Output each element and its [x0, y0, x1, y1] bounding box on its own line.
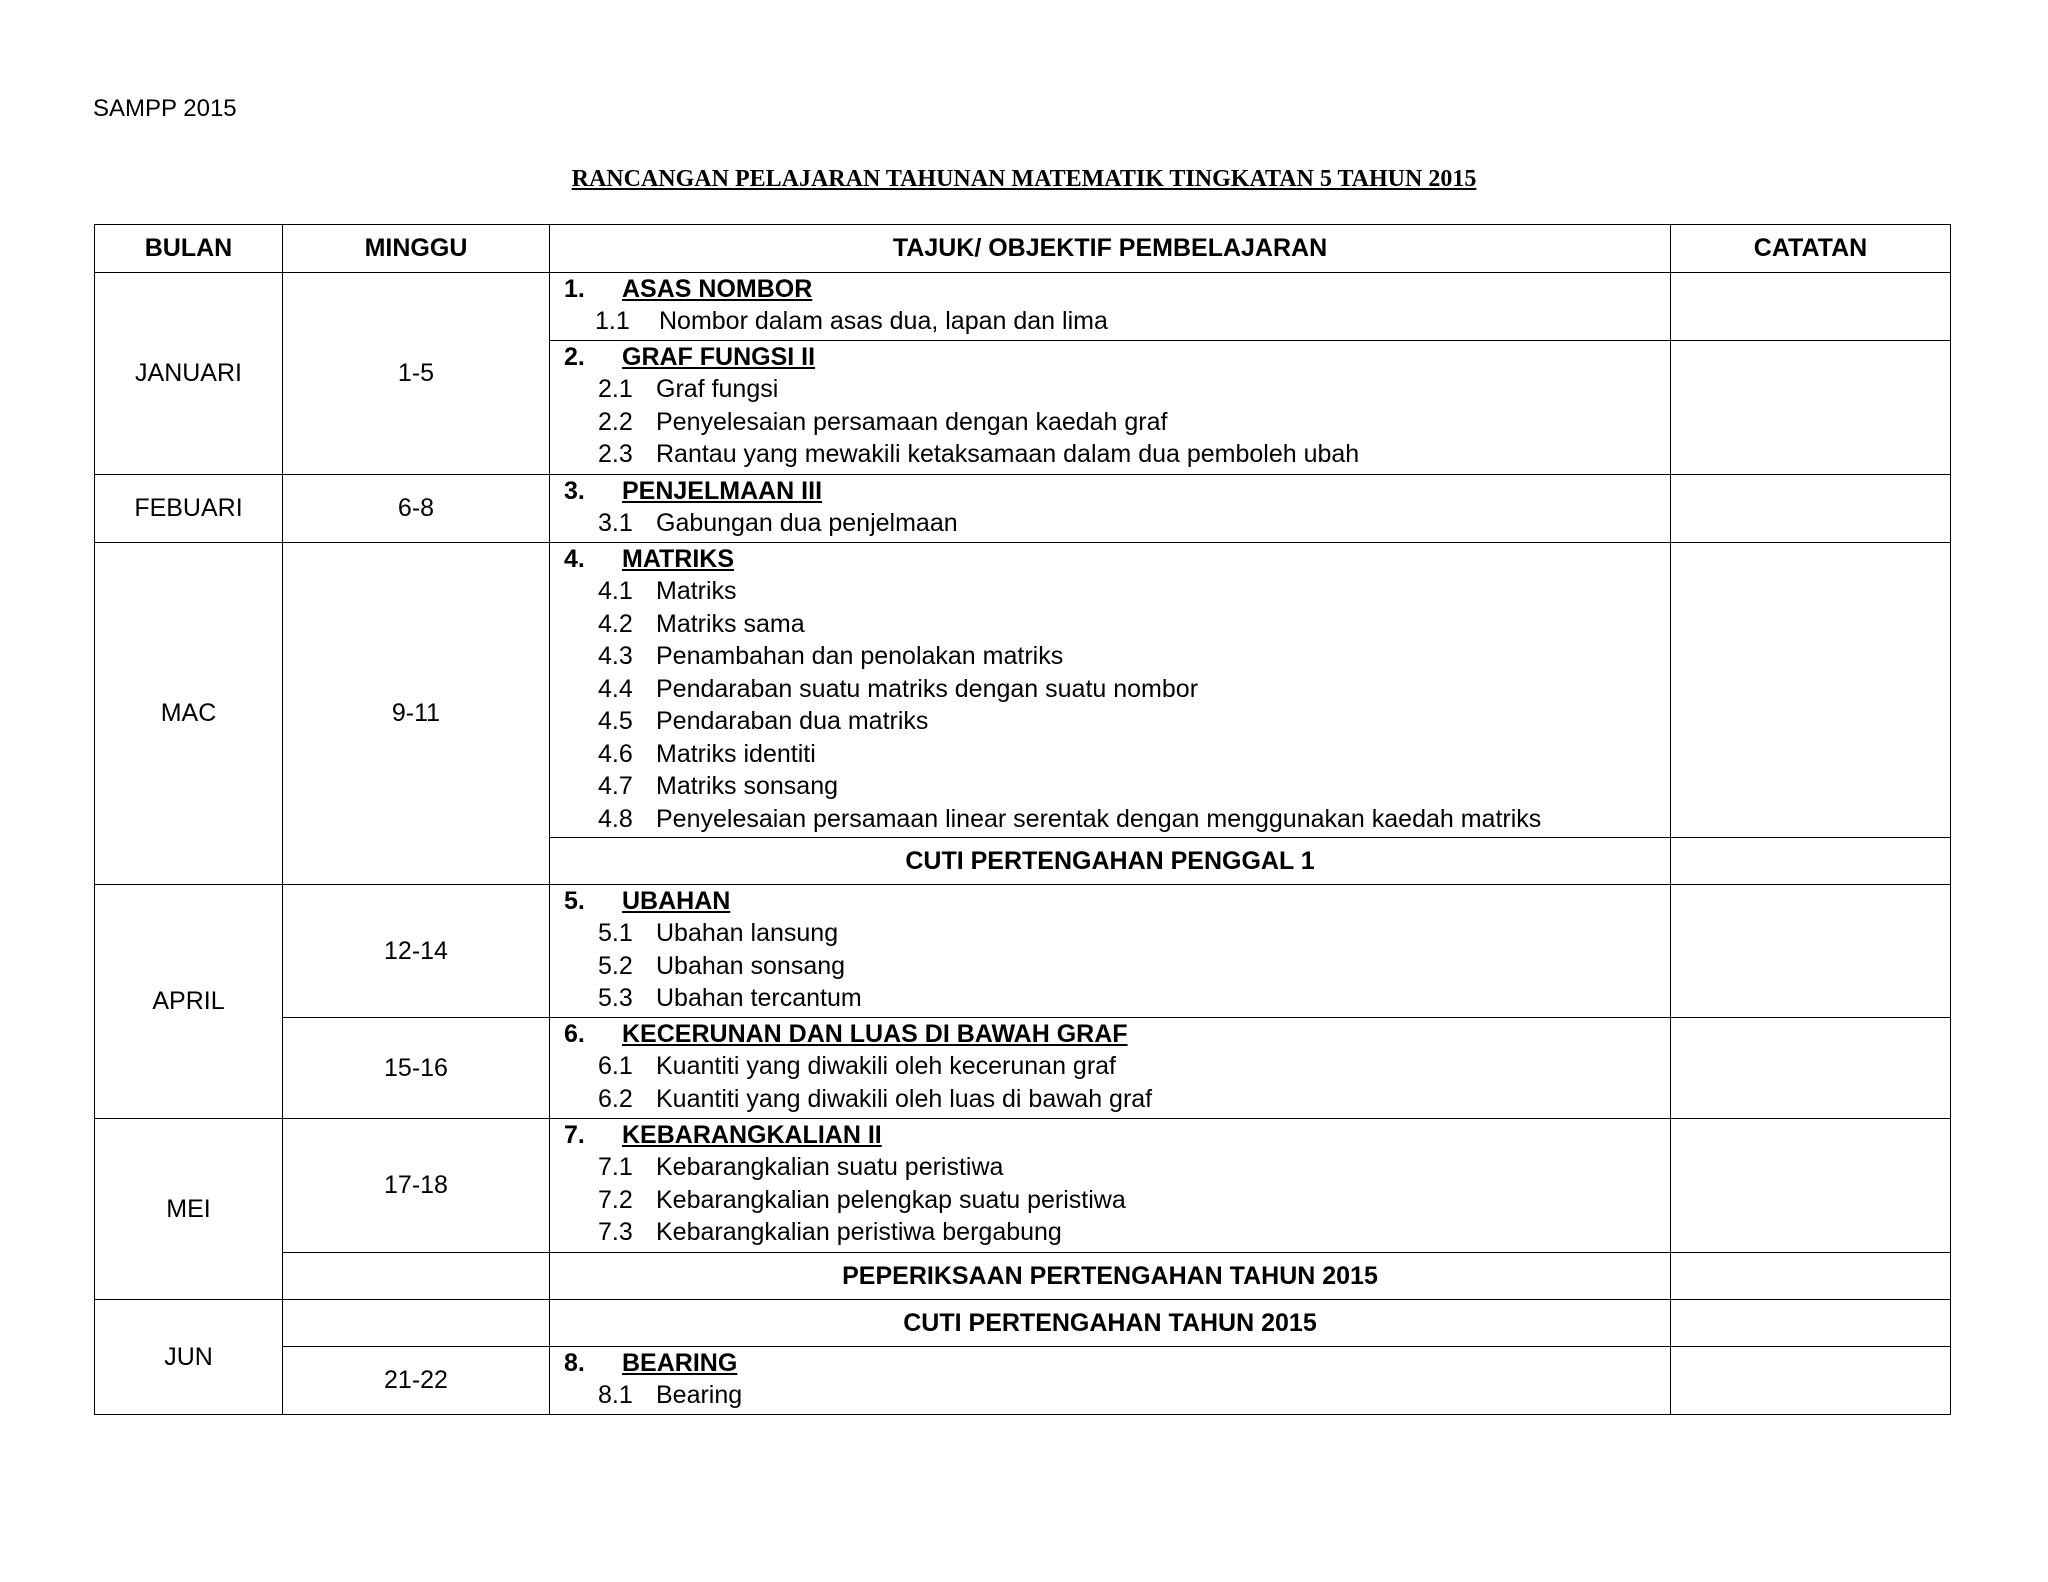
column-header-tajuk: TAJUK/ OBJEKTIF PEMBELAJARAN — [550, 225, 1671, 273]
table-row — [95, 1018, 1951, 1119]
objective-number: 4.4 — [598, 674, 633, 703]
objective-number: 7.2 — [598, 1185, 633, 1214]
notes-cell — [1671, 341, 1951, 475]
column-header-catatan: CATATAN — [1671, 225, 1951, 273]
topic-name: ASAS NOMBOR — [622, 275, 813, 303]
objective-text: Kuantiti yang diwakili oleh kecerunan graf — [656, 1052, 1116, 1080]
objective-item — [598, 738, 1670, 771]
topic-number: 4. — [564, 545, 585, 573]
topic-title — [564, 341, 1670, 373]
objective-text: Ubahan lansung — [656, 919, 839, 947]
month-cell: MAC — [95, 543, 283, 885]
notes-cell — [1671, 838, 1951, 885]
table-row — [95, 543, 1951, 838]
exam-banner: PEPERIKSAAN PERTENGAHAN TAHUN 2015 — [550, 1253, 1671, 1300]
month-cell: JUN — [95, 1300, 283, 1415]
table-row — [95, 1347, 1951, 1415]
notes-cell — [1671, 1119, 1951, 1253]
notes-cell — [1671, 1300, 1951, 1347]
objective-text: Ubahan tercantum — [656, 984, 862, 1012]
topic-cell — [550, 341, 1671, 475]
topic-cell — [550, 1018, 1671, 1119]
objective-number: 2.1 — [598, 375, 633, 403]
topic-name: UBAHAN — [622, 887, 731, 915]
objective-number: 4.1 — [598, 577, 633, 605]
objective-text: Matriks identiti — [656, 739, 816, 768]
topic-name: BEARING — [622, 1349, 738, 1377]
objective-number: 4.3 — [598, 642, 633, 670]
topic-cell — [550, 475, 1671, 543]
objective-item — [598, 575, 1670, 608]
objective-number: 4.2 — [598, 609, 633, 638]
topic-title — [564, 1119, 1670, 1151]
objective-item — [598, 1083, 1670, 1116]
column-header-minggu: MINGGU — [283, 225, 550, 273]
objective-item — [598, 608, 1670, 641]
topic-number: 2. — [564, 343, 585, 371]
objective-item — [598, 673, 1670, 706]
objective-item — [598, 917, 1670, 950]
objective-text: Bearing — [656, 1381, 743, 1409]
objective-number: 4.7 — [598, 772, 633, 800]
objective-text: Graf fungsi — [656, 375, 779, 403]
objective-number: 1.1 — [595, 307, 630, 335]
topic-cell — [550, 885, 1671, 1018]
week-cell — [283, 1300, 550, 1347]
notes-cell — [1671, 1253, 1951, 1300]
topic-name: KECERUNAN DAN LUAS DI BAWAH GRAF — [622, 1020, 1128, 1048]
lesson-plan-table — [94, 224, 1951, 1415]
objective-item — [598, 770, 1670, 803]
holiday-banner: CUTI PERTENGAHAN TAHUN 2015 — [550, 1300, 1671, 1347]
objective-item — [598, 438, 1670, 471]
objective-number: 2.3 — [598, 440, 633, 468]
header-tag: SAMPP 2015 — [93, 95, 237, 122]
week-cell: 15-16 — [283, 1018, 550, 1119]
objective-item — [595, 305, 1670, 338]
table-row — [95, 475, 1951, 543]
month-cell: FEBUARI — [95, 475, 283, 543]
topic-cell — [550, 273, 1671, 341]
week-cell: 21-22 — [283, 1347, 550, 1415]
week-cell: 9-11 — [283, 543, 550, 885]
objective-item — [598, 982, 1670, 1015]
objective-item — [598, 373, 1670, 406]
header-row — [95, 225, 1951, 273]
topic-title — [564, 475, 1670, 507]
table-row — [95, 273, 1951, 341]
table-row — [95, 1300, 1951, 1347]
week-cell: 1-5 — [283, 273, 550, 475]
objective-item — [598, 640, 1670, 673]
objective-number: 6.1 — [598, 1052, 633, 1080]
topic-name: PENJELMAAN III — [622, 477, 823, 505]
objective-item — [598, 406, 1670, 439]
notes-cell — [1671, 1347, 1951, 1415]
topic-title — [564, 273, 1670, 305]
objective-text: Ubahan sonsang — [656, 951, 846, 980]
topic-number: 3. — [564, 477, 585, 505]
month-cell: APRIL — [95, 885, 283, 1119]
week-cell: 12-14 — [283, 885, 550, 1018]
topic-cell — [550, 1119, 1671, 1253]
topic-number: 8. — [564, 1349, 585, 1377]
objective-item — [598, 507, 1670, 540]
week-cell: 6-8 — [283, 475, 550, 543]
objective-text: Nombor dalam asas dua, lapan dan lima — [659, 307, 1108, 335]
notes-cell — [1671, 1018, 1951, 1119]
objective-text: Penyelesaian persamaan dengan kaedah graf — [656, 407, 1168, 436]
objective-text: Matriks sonsang — [656, 772, 839, 800]
document-title: RANCANGAN PELAJARAN TAHUNAN MATEMATIK TINGKATAN 5 TAHUN 2015 — [571, 166, 1477, 192]
notes-cell — [1671, 543, 1951, 838]
objective-number: 5.1 — [598, 919, 633, 947]
column-header-bulan: BULAN — [95, 225, 283, 273]
objective-text: Kebarangkalian pelengkap suatu peristiwa — [656, 1185, 1126, 1214]
objective-text: Rantau yang mewakili ketaksamaan dalam dua pemboleh ubah — [656, 440, 1360, 468]
objective-item — [598, 1184, 1670, 1217]
month-cell: MEI — [95, 1119, 283, 1300]
objective-item — [598, 1050, 1670, 1083]
topic-cell — [550, 1347, 1671, 1415]
notes-cell — [1671, 273, 1951, 341]
objective-number: 2.2 — [598, 407, 633, 436]
objective-number: 4.5 — [598, 707, 633, 735]
table-row — [95, 1253, 1951, 1300]
objective-text: Matriks — [656, 577, 737, 605]
topic-name: GRAF FUNGSI II — [622, 343, 816, 371]
holiday-banner: CUTI PERTENGAHAN PENGGAL 1 — [550, 838, 1671, 885]
topic-number: 5. — [564, 887, 585, 915]
objective-text: Pendaraban dua matriks — [656, 707, 929, 735]
objective-item — [598, 950, 1670, 983]
objective-number: 4.8 — [598, 804, 633, 833]
topic-number: 6. — [564, 1020, 585, 1048]
objective-text: Kebarangkalian peristiwa bergabung — [656, 1218, 1062, 1246]
topic-number: 1. — [564, 275, 585, 303]
objective-number: 7.1 — [598, 1153, 633, 1181]
topic-title — [564, 1347, 1670, 1379]
month-cell: JANUARI — [95, 273, 283, 475]
notes-cell — [1671, 885, 1951, 1018]
table-row — [95, 885, 1951, 1018]
objective-number: 5.3 — [598, 984, 633, 1012]
objective-item — [598, 1216, 1670, 1249]
objective-number: 3.1 — [598, 509, 633, 537]
objective-text: Gabungan dua penjelmaan — [656, 509, 958, 537]
objective-text: Pendaraban suatu matriks dengan suatu nombor — [656, 674, 1199, 703]
objective-item — [598, 705, 1670, 738]
week-cell: 17-18 — [283, 1119, 550, 1253]
topic-title — [564, 885, 1670, 917]
objective-item — [598, 803, 1670, 836]
table-row — [95, 1119, 1951, 1253]
topic-number: 7. — [564, 1121, 585, 1149]
objective-number: 8.1 — [598, 1381, 633, 1409]
objective-text: Matriks sama — [656, 609, 805, 638]
objective-text: Kuantiti yang diwakili oleh luas di bawah graf — [656, 1084, 1153, 1113]
topic-name: MATRIKS — [622, 545, 735, 573]
topic-name: KEBARANGKALIAN II — [622, 1121, 882, 1149]
topic-title — [564, 1018, 1670, 1050]
week-cell — [283, 1253, 550, 1300]
objective-text: Penambahan dan penolakan matriks — [656, 642, 1064, 670]
notes-cell — [1671, 475, 1951, 543]
objective-number: 4.6 — [598, 739, 633, 768]
objective-number: 6.2 — [598, 1084, 633, 1113]
objective-number: 7.3 — [598, 1218, 633, 1246]
objective-text: Kebarangkalian suatu peristiwa — [656, 1153, 1004, 1181]
objective-item — [598, 1379, 1670, 1412]
objective-number: 5.2 — [598, 951, 633, 980]
objective-text: Penyelesaian persamaan linear serentak dengan menggunakan kaedah matriks — [656, 804, 1542, 833]
topic-cell — [550, 543, 1671, 838]
objective-item — [598, 1151, 1670, 1184]
topic-title — [564, 543, 1670, 575]
